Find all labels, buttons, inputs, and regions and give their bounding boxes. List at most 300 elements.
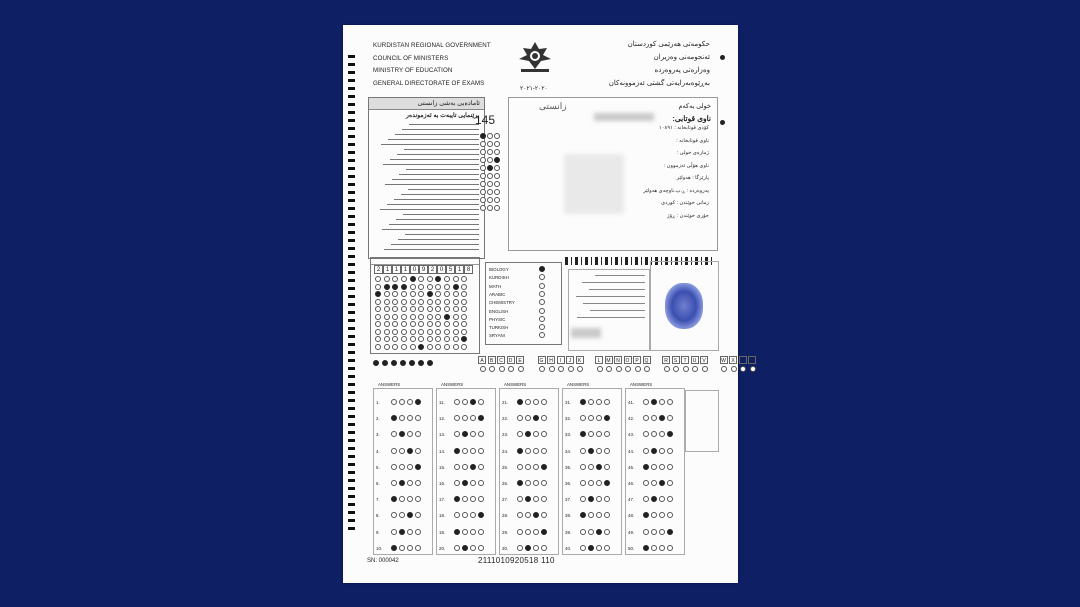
answer-bubble[interactable] [470, 399, 476, 405]
answer-bubble[interactable] [539, 266, 545, 272]
answer-bubble[interactable] [667, 464, 673, 470]
answer-bubble[interactable] [461, 336, 467, 342]
answer-bubble[interactable] [418, 321, 424, 327]
answer-bubble[interactable] [580, 464, 586, 470]
answer-bubble[interactable] [453, 291, 459, 297]
answer-bubble[interactable] [487, 157, 493, 163]
answer-bubble[interactable] [616, 366, 622, 372]
answer-bubble[interactable] [568, 366, 574, 372]
answer-bubble[interactable] [461, 299, 467, 305]
answer-bubble[interactable] [525, 480, 531, 486]
answer-bubble[interactable] [478, 480, 484, 486]
answer-bubble[interactable] [407, 464, 413, 470]
answer-bubble[interactable] [541, 431, 547, 437]
answer-bubble[interactable] [673, 366, 679, 372]
answer-bubble[interactable] [454, 399, 460, 405]
answer-bubble[interactable] [410, 306, 416, 312]
answer-bubble[interactable] [392, 291, 398, 297]
answer-bubble[interactable] [539, 283, 545, 289]
answer-bubble[interactable] [453, 329, 459, 335]
answer-bubble[interactable] [375, 336, 381, 342]
answer-bubble[interactable] [659, 545, 665, 551]
answer-bubble[interactable] [478, 512, 484, 518]
answer-bubble[interactable] [384, 299, 390, 305]
answer-bubble[interactable] [667, 415, 673, 421]
answer-bubble[interactable] [478, 464, 484, 470]
answer-bubble[interactable] [454, 480, 460, 486]
answer-bubble[interactable] [410, 291, 416, 297]
answer-bubble[interactable] [541, 464, 547, 470]
answer-bubble[interactable] [667, 496, 673, 502]
answer-bubble[interactable] [635, 366, 641, 372]
answer-bubble[interactable] [487, 149, 493, 155]
answer-bubble[interactable] [454, 496, 460, 502]
answer-bubble[interactable] [444, 291, 450, 297]
answer-bubble[interactable] [580, 415, 586, 421]
answer-bubble[interactable] [418, 306, 424, 312]
answer-bubble[interactable] [382, 360, 388, 366]
answer-bubble[interactable] [478, 448, 484, 454]
answer-bubble[interactable] [659, 464, 665, 470]
answer-bubble[interactable] [435, 291, 441, 297]
answer-bubble[interactable] [541, 415, 547, 421]
answer-bubble[interactable] [401, 276, 407, 282]
answer-bubble[interactable] [410, 336, 416, 342]
answer-bubble[interactable] [517, 529, 523, 535]
answer-bubble[interactable] [470, 448, 476, 454]
answer-bubble[interactable] [415, 529, 421, 535]
answer-bubble[interactable] [399, 448, 405, 454]
answer-bubble[interactable] [750, 366, 756, 372]
answer-bubble[interactable] [391, 545, 397, 551]
answer-bubble[interactable] [651, 464, 657, 470]
answer-bubble[interactable] [461, 314, 467, 320]
answer-bubble[interactable] [539, 308, 545, 314]
answer-bubble[interactable] [604, 448, 610, 454]
answer-bubble[interactable] [517, 415, 523, 421]
answer-bubble[interactable] [487, 197, 493, 203]
answer-bubble[interactable] [659, 399, 665, 405]
answer-bubble[interactable] [407, 496, 413, 502]
answer-bubble[interactable] [683, 366, 689, 372]
answer-bubble[interactable] [470, 431, 476, 437]
answer-bubble[interactable] [577, 366, 583, 372]
answer-bubble[interactable] [392, 329, 398, 335]
answer-bubble[interactable] [470, 496, 476, 502]
answer-bubble[interactable] [444, 329, 450, 335]
answer-bubble[interactable] [667, 431, 673, 437]
answer-bubble[interactable] [407, 399, 413, 405]
answer-bubble[interactable] [392, 314, 398, 320]
answer-bubble[interactable] [391, 399, 397, 405]
answer-bubble[interactable] [494, 173, 500, 179]
answer-bubble[interactable] [470, 480, 476, 486]
answer-bubble[interactable] [596, 545, 602, 551]
answer-bubble[interactable] [541, 448, 547, 454]
answer-bubble[interactable] [541, 480, 547, 486]
answer-bubble[interactable] [401, 344, 407, 350]
answer-bubble[interactable] [384, 276, 390, 282]
answer-bubble[interactable] [651, 415, 657, 421]
answer-bubble[interactable] [478, 529, 484, 535]
answer-bubble[interactable] [418, 360, 424, 366]
answer-bubble[interactable] [604, 496, 610, 502]
answer-bubble[interactable] [453, 276, 459, 282]
answer-bubble[interactable] [667, 448, 673, 454]
answer-bubble[interactable] [588, 480, 594, 486]
answer-bubble[interactable] [453, 306, 459, 312]
answer-bubble[interactable] [659, 512, 665, 518]
answer-bubble[interactable] [384, 329, 390, 335]
answer-bubble[interactable] [462, 399, 468, 405]
answer-bubble[interactable] [461, 329, 467, 335]
answer-bubble[interactable] [487, 173, 493, 179]
answer-bubble[interactable] [392, 299, 398, 305]
answer-bubble[interactable] [596, 464, 602, 470]
answer-bubble[interactable] [596, 415, 602, 421]
answer-bubble[interactable] [392, 344, 398, 350]
answer-bubble[interactable] [588, 448, 594, 454]
answer-bubble[interactable] [384, 284, 390, 290]
answer-bubble[interactable] [415, 464, 421, 470]
answer-bubble[interactable] [580, 545, 586, 551]
answer-bubble[interactable] [399, 415, 405, 421]
answer-bubble[interactable] [549, 366, 555, 372]
answer-bubble[interactable] [407, 480, 413, 486]
answer-bubble[interactable] [604, 464, 610, 470]
answer-bubble[interactable] [453, 321, 459, 327]
answer-bubble[interactable] [470, 464, 476, 470]
answer-bubble[interactable] [604, 399, 610, 405]
answer-bubble[interactable] [604, 415, 610, 421]
answer-bubble[interactable] [533, 496, 539, 502]
answer-bubble[interactable] [517, 399, 523, 405]
answer-bubble[interactable] [643, 431, 649, 437]
answer-bubble[interactable] [410, 284, 416, 290]
answer-bubble[interactable] [731, 366, 737, 372]
answer-bubble[interactable] [418, 344, 424, 350]
answer-bubble[interactable] [427, 314, 433, 320]
answer-bubble[interactable] [444, 321, 450, 327]
answer-bubble[interactable] [418, 299, 424, 305]
answer-bubble[interactable] [533, 464, 539, 470]
answer-bubble[interactable] [643, 529, 649, 535]
answer-bubble[interactable] [487, 165, 493, 171]
answer-bubble[interactable] [533, 529, 539, 535]
answer-bubble[interactable] [533, 448, 539, 454]
answer-bubble[interactable] [407, 448, 413, 454]
answer-bubble[interactable] [435, 299, 441, 305]
answer-bubble[interactable] [604, 512, 610, 518]
answer-bubble[interactable] [508, 366, 514, 372]
answer-bubble[interactable] [494, 189, 500, 195]
answer-bubble[interactable] [415, 431, 421, 437]
answer-bubble[interactable] [651, 431, 657, 437]
answer-bubble[interactable] [470, 545, 476, 551]
answer-bubble[interactable] [517, 464, 523, 470]
answer-bubble[interactable] [651, 480, 657, 486]
answer-bubble[interactable] [478, 431, 484, 437]
answer-bubble[interactable] [606, 366, 612, 372]
answer-bubble[interactable] [489, 366, 495, 372]
answer-bubble[interactable] [454, 512, 460, 518]
answer-bubble[interactable] [375, 284, 381, 290]
answer-bubble[interactable] [399, 529, 405, 535]
answer-bubble[interactable] [470, 415, 476, 421]
answer-bubble[interactable] [480, 173, 486, 179]
answer-bubble[interactable] [410, 314, 416, 320]
answer-bubble[interactable] [427, 291, 433, 297]
answer-bubble[interactable] [384, 314, 390, 320]
answer-bubble[interactable] [415, 415, 421, 421]
answer-bubble[interactable] [401, 321, 407, 327]
answer-bubble[interactable] [525, 529, 531, 535]
answer-bubble[interactable] [480, 205, 486, 211]
answer-bubble[interactable] [692, 366, 698, 372]
answer-bubble[interactable] [494, 205, 500, 211]
answer-bubble[interactable] [435, 306, 441, 312]
answer-bubble[interactable] [435, 276, 441, 282]
answer-bubble[interactable] [399, 512, 405, 518]
answer-bubble[interactable] [401, 314, 407, 320]
answer-bubble[interactable] [588, 431, 594, 437]
answer-bubble[interactable] [427, 336, 433, 342]
answer-bubble[interactable] [410, 329, 416, 335]
answer-bubble[interactable] [392, 276, 398, 282]
answer-bubble[interactable] [643, 415, 649, 421]
answer-bubble[interactable] [391, 512, 397, 518]
answer-bubble[interactable] [401, 336, 407, 342]
answer-bubble[interactable] [659, 431, 665, 437]
answer-bubble[interactable] [407, 415, 413, 421]
answer-bubble[interactable] [454, 448, 460, 454]
answer-bubble[interactable] [702, 366, 708, 372]
answer-bubble[interactable] [480, 133, 486, 139]
answer-bubble[interactable] [392, 284, 398, 290]
answer-bubble[interactable] [659, 448, 665, 454]
answer-bubble[interactable] [533, 399, 539, 405]
answer-bubble[interactable] [410, 276, 416, 282]
answer-bubble[interactable] [454, 464, 460, 470]
answer-bubble[interactable] [651, 399, 657, 405]
answer-bubble[interactable] [470, 512, 476, 518]
answer-bubble[interactable] [480, 149, 486, 155]
answer-bubble[interactable] [454, 431, 460, 437]
answer-bubble[interactable] [517, 448, 523, 454]
answer-bubble[interactable] [478, 545, 484, 551]
answer-bubble[interactable] [625, 366, 631, 372]
answer-bubble[interactable] [588, 464, 594, 470]
answer-bubble[interactable] [391, 360, 397, 366]
answer-bubble[interactable] [525, 399, 531, 405]
answer-bubble[interactable] [525, 464, 531, 470]
answer-bubble[interactable] [558, 366, 564, 372]
answer-bubble[interactable] [596, 399, 602, 405]
answer-bubble[interactable] [375, 314, 381, 320]
answer-bubble[interactable] [667, 529, 673, 535]
answer-bubble[interactable] [487, 141, 493, 147]
answer-bubble[interactable] [580, 448, 586, 454]
answer-bubble[interactable] [461, 306, 467, 312]
answer-bubble[interactable] [384, 344, 390, 350]
answer-bubble[interactable] [480, 165, 486, 171]
answer-bubble[interactable] [480, 366, 486, 372]
answer-bubble[interactable] [444, 284, 450, 290]
answer-bubble[interactable] [518, 366, 524, 372]
answer-bubble[interactable] [517, 496, 523, 502]
answer-bubble[interactable] [410, 321, 416, 327]
answer-bubble[interactable] [427, 276, 433, 282]
answer-bubble[interactable] [400, 360, 406, 366]
answer-bubble[interactable] [541, 512, 547, 518]
answer-bubble[interactable] [462, 512, 468, 518]
answer-bubble[interactable] [480, 141, 486, 147]
answer-bubble[interactable] [597, 366, 603, 372]
answer-bubble[interactable] [539, 324, 545, 330]
answer-bubble[interactable] [533, 415, 539, 421]
answer-bubble[interactable] [427, 360, 433, 366]
answer-bubble[interactable] [373, 360, 379, 366]
answer-bubble[interactable] [462, 464, 468, 470]
answer-bubble[interactable] [418, 336, 424, 342]
answer-bubble[interactable] [401, 306, 407, 312]
answer-bubble[interactable] [596, 431, 602, 437]
answer-bubble[interactable] [401, 329, 407, 335]
answer-bubble[interactable] [470, 529, 476, 535]
answer-bubble[interactable] [664, 366, 670, 372]
answer-bubble[interactable] [461, 291, 467, 297]
answer-bubble[interactable] [391, 448, 397, 454]
answer-bubble[interactable] [435, 336, 441, 342]
answer-bubble[interactable] [462, 415, 468, 421]
answer-bubble[interactable] [454, 415, 460, 421]
answer-bubble[interactable] [580, 529, 586, 535]
answer-bubble[interactable] [539, 332, 545, 338]
answer-bubble[interactable] [427, 321, 433, 327]
answer-bubble[interactable] [399, 431, 405, 437]
answer-bubble[interactable] [588, 529, 594, 535]
answer-bubble[interactable] [399, 464, 405, 470]
answer-bubble[interactable] [375, 344, 381, 350]
answer-bubble[interactable] [427, 284, 433, 290]
answer-bubble[interactable] [494, 133, 500, 139]
answer-bubble[interactable] [644, 366, 650, 372]
answer-bubble[interactable] [391, 464, 397, 470]
answer-bubble[interactable] [533, 431, 539, 437]
answer-bubble[interactable] [604, 431, 610, 437]
answer-bubble[interactable] [401, 291, 407, 297]
answer-bubble[interactable] [539, 316, 545, 322]
answer-bubble[interactable] [384, 336, 390, 342]
answer-bubble[interactable] [651, 529, 657, 535]
answer-bubble[interactable] [418, 276, 424, 282]
answer-bubble[interactable] [391, 415, 397, 421]
answer-bubble[interactable] [375, 321, 381, 327]
answer-bubble[interactable] [407, 545, 413, 551]
answer-bubble[interactable] [651, 496, 657, 502]
answer-bubble[interactable] [659, 496, 665, 502]
answer-bubble[interactable] [453, 284, 459, 290]
answer-bubble[interactable] [427, 306, 433, 312]
answer-bubble[interactable] [580, 480, 586, 486]
answer-bubble[interactable] [384, 321, 390, 327]
answer-bubble[interactable] [461, 284, 467, 290]
answer-bubble[interactable] [454, 529, 460, 535]
answer-bubble[interactable] [580, 496, 586, 502]
answer-bubble[interactable] [667, 545, 673, 551]
answer-bubble[interactable] [391, 496, 397, 502]
answer-bubble[interactable] [444, 299, 450, 305]
answer-bubble[interactable] [391, 431, 397, 437]
answer-bubble[interactable] [541, 545, 547, 551]
answer-bubble[interactable] [643, 464, 649, 470]
answer-bubble[interactable] [399, 399, 405, 405]
answer-bubble[interactable] [480, 189, 486, 195]
answer-bubble[interactable] [435, 321, 441, 327]
answer-bubble[interactable] [517, 480, 523, 486]
answer-bubble[interactable] [643, 480, 649, 486]
answer-bubble[interactable] [435, 329, 441, 335]
answer-bubble[interactable] [462, 448, 468, 454]
answer-bubble[interactable] [667, 399, 673, 405]
answer-bubble[interactable] [494, 157, 500, 163]
answer-bubble[interactable] [392, 306, 398, 312]
answer-bubble[interactable] [525, 415, 531, 421]
answer-bubble[interactable] [539, 299, 545, 305]
answer-bubble[interactable] [525, 512, 531, 518]
answer-bubble[interactable] [401, 284, 407, 290]
answer-bubble[interactable] [487, 205, 493, 211]
answer-bubble[interactable] [487, 181, 493, 187]
answer-bubble[interactable] [487, 133, 493, 139]
answer-bubble[interactable] [541, 399, 547, 405]
answer-bubble[interactable] [399, 545, 405, 551]
answer-bubble[interactable] [667, 480, 673, 486]
answer-bubble[interactable] [375, 306, 381, 312]
answer-bubble[interactable] [588, 512, 594, 518]
answer-bubble[interactable] [643, 545, 649, 551]
answer-bubble[interactable] [480, 157, 486, 163]
answer-bubble[interactable] [444, 336, 450, 342]
answer-bubble[interactable] [494, 141, 500, 147]
answer-bubble[interactable] [391, 480, 397, 486]
answer-bubble[interactable] [588, 496, 594, 502]
answer-bubble[interactable] [407, 512, 413, 518]
answer-bubble[interactable] [596, 480, 602, 486]
answer-bubble[interactable] [409, 360, 415, 366]
answer-bubble[interactable] [407, 529, 413, 535]
answer-bubble[interactable] [517, 545, 523, 551]
answer-bubble[interactable] [375, 299, 381, 305]
answer-bubble[interactable] [651, 448, 657, 454]
answer-bubble[interactable] [525, 448, 531, 454]
answer-bubble[interactable] [453, 336, 459, 342]
answer-bubble[interactable] [643, 496, 649, 502]
answer-bubble[interactable] [494, 165, 500, 171]
answer-bubble[interactable] [533, 512, 539, 518]
answer-bubble[interactable] [667, 512, 673, 518]
answer-bubble[interactable] [494, 197, 500, 203]
answer-bubble[interactable] [596, 496, 602, 502]
answer-bubble[interactable] [427, 329, 433, 335]
answer-bubble[interactable] [375, 329, 381, 335]
answer-bubble[interactable] [435, 314, 441, 320]
answer-bubble[interactable] [391, 529, 397, 535]
answer-bubble[interactable] [462, 431, 468, 437]
answer-bubble[interactable] [415, 399, 421, 405]
answer-bubble[interactable] [480, 181, 486, 187]
answer-bubble[interactable] [580, 512, 586, 518]
